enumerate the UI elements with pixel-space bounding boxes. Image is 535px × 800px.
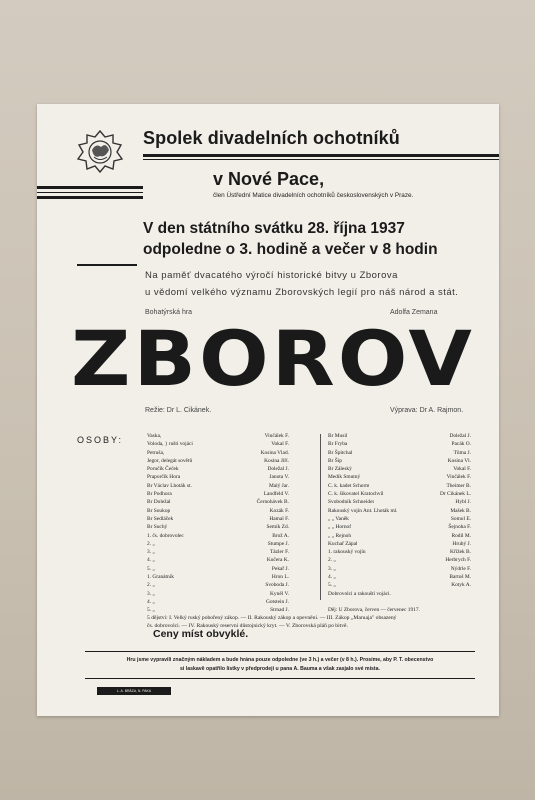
cast-row <box>147 498 289 506</box>
cast-row <box>328 482 471 490</box>
design-credit: Výprava: Dr A. Rajmon. <box>390 407 464 414</box>
cast-role: Jegor, delegát sovětů <box>147 457 193 464</box>
cast-role: Děj: U Zborova, červen — červenec 1917. <box>328 607 420 614</box>
cast-role: Br Záleský <box>328 466 352 473</box>
cast-actor: Vinčálek F. <box>264 433 289 439</box>
play-author: Adolfa Zemana <box>390 309 438 316</box>
cast-row <box>328 523 471 531</box>
cast-row <box>147 482 289 490</box>
cast-actor: Tůma J. <box>453 449 471 456</box>
membership-note: člen Ústřední Matice divadelních ochotníků československých v Praze. <box>213 192 414 199</box>
cast-actor: Hamal F. <box>269 515 289 522</box>
cast-row <box>147 465 289 473</box>
cast-actor: Somol E. <box>450 515 471 522</box>
cast-role: 4. „ <box>328 574 336 581</box>
footer-rule <box>85 651 475 652</box>
memorial-line-1: Na paměť dvacatého výročí historické bitvy u Zborova <box>145 270 398 281</box>
cast-actor: Vokal F. <box>271 441 289 448</box>
play-genre: Bohatýrská hra <box>145 309 193 316</box>
cast-role: Br Podhora <box>147 491 172 498</box>
cast-actor: Brož A. <box>272 532 289 539</box>
cast-role: 5. „ <box>147 565 155 572</box>
header-rule <box>143 154 499 157</box>
cast-role: „ „ Rejnoh <box>328 532 352 539</box>
cast-role: Praporčík Hora <box>147 474 181 481</box>
cast-row <box>328 556 471 564</box>
cast-row <box>328 473 471 481</box>
cast-role: Voloda, } ruští vojáci <box>147 441 193 448</box>
cast-role: Br Sedláček <box>147 515 174 522</box>
cast-role: Vaska, <box>147 433 162 439</box>
cast-actor: Doležal J. <box>449 433 471 439</box>
cast-row <box>328 449 471 457</box>
cast-row <box>328 540 471 548</box>
cast-row <box>147 573 289 581</box>
cast-role: Petruša, <box>147 449 165 456</box>
header-rule-thin <box>143 159 499 160</box>
cast-row <box>328 548 471 556</box>
cast-row <box>328 598 471 606</box>
cast-role: 1. Granátník <box>147 574 174 581</box>
cast-actor: Kosina Vl. <box>447 457 471 464</box>
cast-row <box>328 581 471 589</box>
cast-role: Br Šip <box>328 457 342 464</box>
cast-role: Poručík Čeček <box>147 466 179 473</box>
cast-actor: Hron L. <box>271 574 289 581</box>
cast-role: Svobodník Schneider <box>328 499 375 506</box>
printer-imprint: L. A. BRÁZA, N. PAKA <box>97 687 171 695</box>
cast-actor: Hybl J. <box>455 499 471 506</box>
cast-role: 2. „ <box>328 557 336 564</box>
cast-actor: Mašek B. <box>450 507 471 514</box>
footer-line-1: Hru jsme vypravili značným nákladem a bude hrána pouze odpoledne (ve 3 h.) a večer (v 8 h.). Prosíme, aby P. T. obecenstvo <box>126 657 434 663</box>
cast-role: „ „ Vaněk <box>328 515 349 522</box>
cast-row <box>147 507 289 515</box>
cast-actor: Kučera K. <box>266 557 289 564</box>
cast-role: 4. „ <box>147 557 155 564</box>
cast-role: Br Doležal <box>147 499 171 506</box>
cast-row <box>147 598 289 606</box>
cast-actor: Malý Jar. <box>268 482 289 489</box>
cast-actor: Vokal F. <box>453 466 471 473</box>
cast-actor: Kotyk A. <box>451 582 471 589</box>
left-stripe-2 <box>37 192 143 193</box>
footer-note <box>85 656 475 673</box>
cast-role: 5. „ <box>147 607 155 614</box>
cast-row <box>147 515 289 523</box>
cast-role: 4. „ <box>147 598 155 605</box>
cast-role: 2. „ <box>147 540 155 547</box>
cast-actor: Strnad J. <box>270 607 289 614</box>
cast-list-right <box>328 432 471 615</box>
left-stripe-3 <box>37 196 143 199</box>
cast-role: Br Špitchal <box>328 449 353 456</box>
cast-row <box>147 457 289 465</box>
cast-role: 3. „ <box>147 549 155 556</box>
prices-note: Ceny míst obvyklé. <box>153 628 249 640</box>
cast-role: Kuchař Zápal <box>328 540 358 547</box>
organization-name: Spolek divadelních ochotníků <box>143 128 400 148</box>
acts-line-2: čs. dobrovolci. — IV. Rakouský reservní důstojnický kryt. — V. Zborovská pláň po bitvě. <box>147 623 348 629</box>
cast-actor: Gotstein J. <box>265 598 289 605</box>
town-name: v Nové Pace, <box>213 169 325 189</box>
cast-role: 1. čs. dobrovolec <box>147 532 184 539</box>
cast-row <box>147 532 289 540</box>
cast-row <box>328 532 471 540</box>
cast-list-left <box>147 432 289 615</box>
cast-actor: Rodil M. <box>451 532 471 539</box>
memo-rule <box>77 264 137 266</box>
cast-row <box>328 590 471 598</box>
cast-role: Medik Smutný <box>328 474 361 481</box>
acts-line-1: 5 dějství: I. Velký ruský pobořený zákop. — II. Rakouský zákop a opevnění. — III. Zákop „Maruaja" obsazený <box>147 615 397 621</box>
cast-role: Br Suchý <box>147 524 168 531</box>
cast-row <box>147 590 289 598</box>
date-line-1: V den státního svátku 28. října 1937 <box>143 220 405 237</box>
cast-actor: Theimer B. <box>446 482 471 489</box>
cast-actor: Herbrych F. <box>445 557 471 564</box>
cast-row <box>328 573 471 581</box>
cast-row <box>328 432 471 440</box>
cast-actor: Kosina Jiří. <box>264 457 289 464</box>
footer-line-2: si laskavě opatřilo lístky v předprodeji u pana A. Baumа a však zasjalo své místa. <box>180 665 380 672</box>
cast-actor: Nýdrle F. <box>450 565 471 572</box>
footer-rule-bottom <box>85 678 475 679</box>
cast-actor: Kozák F. <box>269 507 289 514</box>
cast-actor: Křížek B. <box>450 549 471 556</box>
cast-row <box>147 490 289 498</box>
director-credit: Režie: Dr L. Cikánek. <box>145 407 212 414</box>
cast-actor: Svoboda J. <box>265 582 289 589</box>
left-stripe-1 <box>37 186 143 189</box>
cast-label: OSOBY: <box>77 435 124 445</box>
cast-role: Br Soukop <box>147 507 171 514</box>
cast-actor: Pekař J. <box>271 565 289 572</box>
cast-row <box>328 457 471 465</box>
cast-actor: Tázler F. <box>269 549 289 556</box>
cast-actor: Landfeld V. <box>263 491 289 498</box>
cast-role: Dobrovolci a rakouští vojáci. <box>328 590 391 597</box>
cast-role: 5. „ <box>328 582 336 589</box>
cast-row <box>147 565 289 573</box>
cast-row <box>328 465 471 473</box>
cast-actor: Doležal J. <box>267 466 289 473</box>
cast-role: 3. „ <box>147 590 155 597</box>
cast-actor: Bartoš M. <box>449 574 471 581</box>
cast-row <box>147 473 289 481</box>
cast-row <box>147 440 289 448</box>
association-emblem-icon <box>75 128 125 174</box>
cast-actor: Šejnoha F. <box>448 524 471 531</box>
cast-row <box>147 432 289 440</box>
cast-row <box>328 440 471 448</box>
cast-row <box>147 540 289 548</box>
cast-role: Br Musil <box>328 433 348 439</box>
cast-row <box>147 548 289 556</box>
cast-row <box>328 515 471 523</box>
cast-role: Br Václav Lhoták st. <box>147 482 192 489</box>
cast-actor: Černohávek B. <box>256 499 289 506</box>
cast-role: Rakouský vojín Ant. Lhoták ml. <box>328 507 398 514</box>
cast-row <box>147 581 289 589</box>
cast-row <box>147 523 289 531</box>
cast-role: C. k. kadet Schorm <box>328 482 370 489</box>
cast-row <box>147 449 289 457</box>
cast-role: 2. „ <box>147 582 155 589</box>
cast-actor: Hrubý J. <box>452 540 471 547</box>
cast-role: 1. rakouský vojín <box>328 549 366 556</box>
cast-role: C. k. šikovatel Kratochvíl <box>328 491 384 498</box>
cast-actor: Kyněl V. <box>270 590 289 597</box>
play-title: ZBOROV <box>71 315 475 404</box>
cast-actor: Semík Zd. <box>266 524 289 531</box>
cast-row <box>328 507 471 515</box>
cast-role: „ „ Hornof <box>328 524 352 531</box>
cast-row <box>328 498 471 506</box>
cast-row <box>147 556 289 564</box>
cast-divider <box>320 434 321 600</box>
cast-actor: Dr Cikánek L. <box>440 491 471 498</box>
cast-actor: Janota V. <box>269 474 289 481</box>
cast-role: Br Fryba <box>328 441 348 448</box>
cast-row <box>328 565 471 573</box>
cast-actor: Pacák O. <box>451 441 471 448</box>
cast-actor: Kosina Vlad. <box>260 449 289 456</box>
cast-role: 3. „ <box>328 565 336 572</box>
cast-row <box>328 490 471 498</box>
memorial-line-2: u vědomí velkého významu Zborovských legií pro náš národ a stát. <box>145 287 459 298</box>
cast-actor: Stumpe J. <box>267 540 289 547</box>
theatre-poster <box>37 104 499 716</box>
cast-actor: Vinčálek F. <box>446 474 471 481</box>
date-line-2: odpoledne o 3. hodině a večer v 8 hodin <box>143 241 438 258</box>
